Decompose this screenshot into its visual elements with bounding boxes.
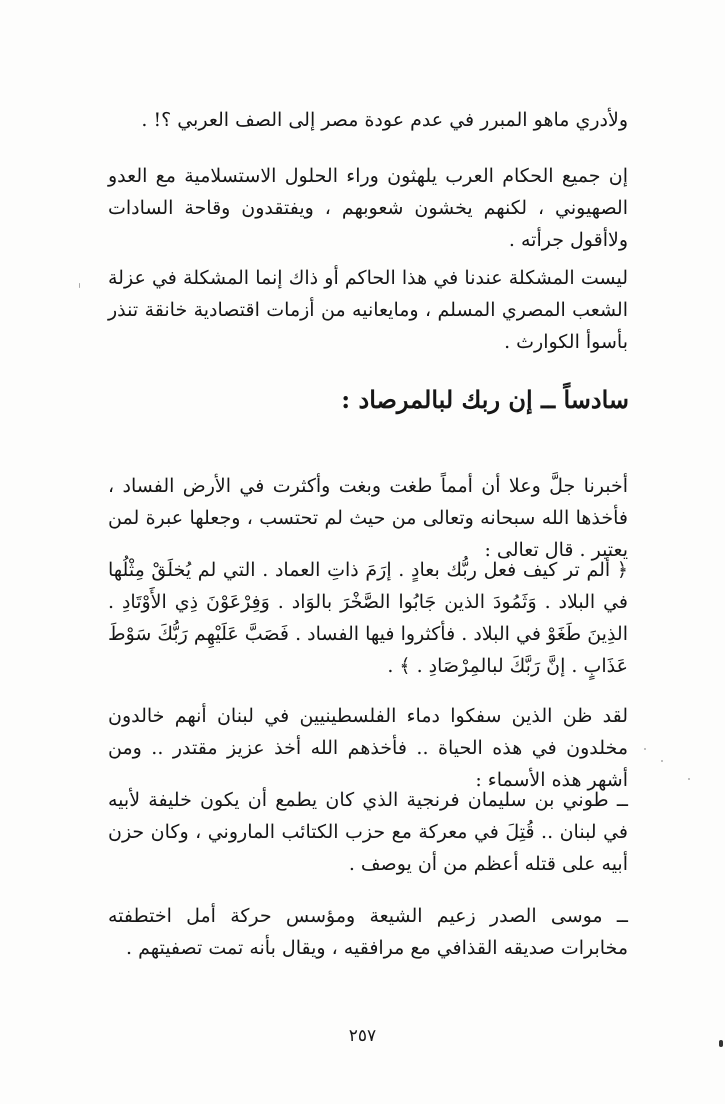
paragraph-2-text: إن جميع الحكام العرب يلهثون وراء الحلول الاستسلامية مع العدو الصهيوني ، لكنهم يخشون شعوبهم ، ويفتقدون وقاحة السادات ولاأقول جرأته . <box>108 165 628 251</box>
scan-speck <box>79 283 80 288</box>
paragraph-4 <box>108 470 628 566</box>
quran-verse-text: ﴿ ألم تر كيف فعل ربُّك بعادٍ . إرَمَ ذاتِ العماد . التي لم يُخلَقْ مِثْلُها في البلاد . وَثَمُودَ الذين جَابُوا الصَّخْرَ بالوَاد . وَفِرْعَوْنَ ذِي الأَوْتَادِ . الذِينَ طَغَوْ في البلاد . فأكثروا فيها الفساد . فَصَبَّ عَلَيْهِم رَبُّكَ سَوْطَ عَذَابٍ . إنَّ رَبَّكَ لبالمِرْصَادِ . ﴾ . <box>108 559 628 677</box>
paragraph-1 <box>108 104 628 136</box>
paragraph-6 <box>108 784 628 880</box>
paragraph-6-text: ــ طوني بن سليمان فرنجية الذي كان يطمع أن يكون خليفة لأبيه في لبنان .. قُتِلَ في معركة مع حزب الكتائب الماروني ، وكان حزن أبيه على قتله أعظم من أن يوصف . <box>108 789 628 875</box>
paragraph-5 <box>108 700 628 796</box>
quran-verse <box>108 554 628 682</box>
section-heading: سادساً ــ إن ربك لبالمرصاد : <box>341 385 629 414</box>
scan-mark <box>719 1040 723 1047</box>
paragraph-7-text: ــ موسى الصدر زعيم الشيعة ومؤسس حركة أمل اختطفته مخابرات صديقه القذافي مع مرافقيه ، ويقال بأنه تمت تصفيتهم . <box>108 905 628 959</box>
paragraph-2 <box>108 160 628 256</box>
paragraph-1-text: ولأدري ماهو المبرر في عدم عودة مصر إلى الصف العربي ؟! . <box>141 109 628 131</box>
paragraph-7 <box>108 900 628 964</box>
paragraph-3-text: ليست المشكلة عندنا في هذا الحاكم أو ذاك إنما المشكلة في عزلة الشعب المصري المسلم ، ومايعانيه من أزمات اقتصادية خانقة تنذر بأسوأ الكوارث . <box>108 267 628 353</box>
paragraph-3 <box>108 262 628 358</box>
paragraph-5-text: لقد ظن الذين سفكوا دماء الفلسطينيين في لبنان أنهم خالدون مخلدون في هذه الحياة .. فأخذهم الله أخذ عزيز مقتدر .. ومن أشهر هذه الأسماء : <box>108 705 628 791</box>
scan-speck <box>644 748 646 750</box>
scan-speck <box>688 778 690 780</box>
paragraph-4-text: أخبرنا جلَّ وعلا أن أمماً طغت وبغت وأكثرت في الأرض الفساد ، فأخذها الله سبحانه وتعالى من حيث لم تحتسب ، وجعلها عبرة لمن يعتبر . قال تعالى : <box>108 475 628 561</box>
page-number: ٢٥٧ <box>348 1026 377 1046</box>
scan-speck <box>661 760 663 762</box>
